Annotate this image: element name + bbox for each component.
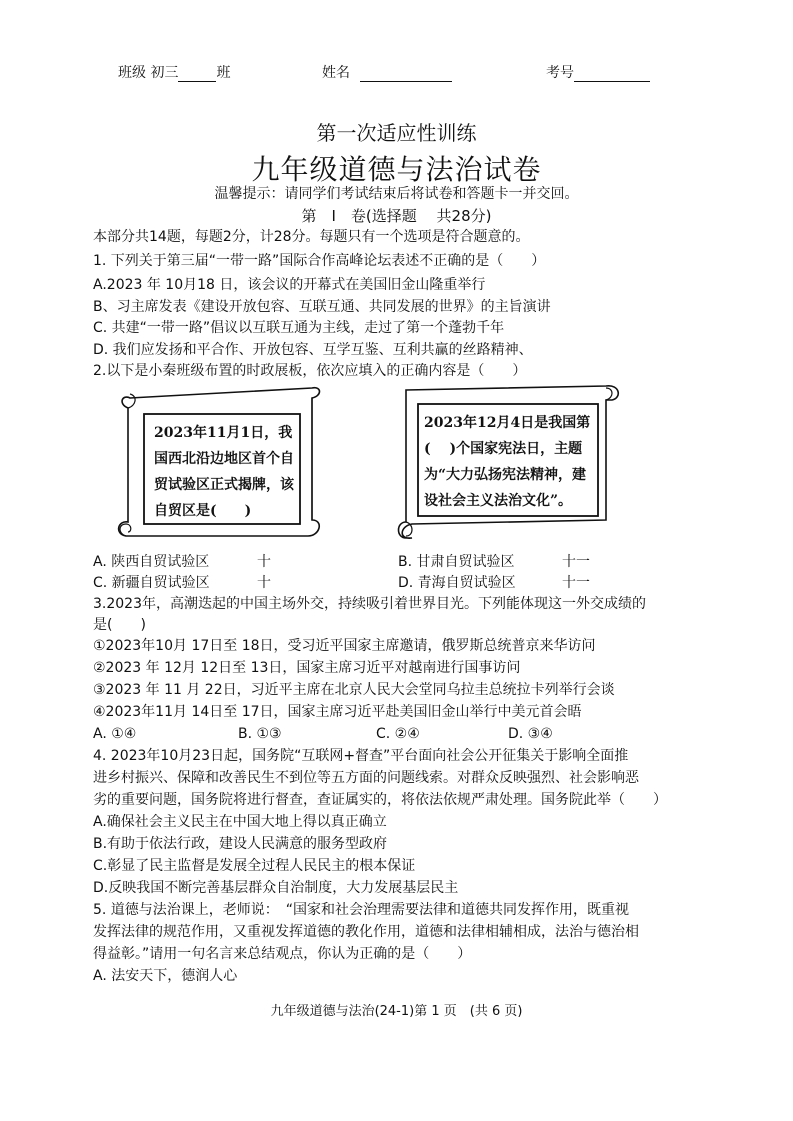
q4-option-b: B.有助于依法行政，建设人民满意的服务型政府 (93, 836, 388, 852)
class-blank[interactable] (178, 67, 216, 82)
class-value: 初三 (150, 65, 179, 81)
name-field (322, 62, 452, 82)
q3-stem-line2: 是( ) (93, 617, 146, 633)
q2-option-a-number: 十 (257, 554, 271, 570)
q3-option-b: B. ①③ (238, 726, 282, 742)
class-field (118, 62, 230, 82)
scroll-board-right (392, 380, 630, 544)
q5-stem-line1: 5. 道德与法治课上，老师说： “国家和社会治理需要法律和道德共同发挥作用，既重视 (93, 902, 630, 918)
q2-option-a-place: A. 陕西自贸试验区 (93, 554, 210, 570)
q2-option-d-number: 十一 (562, 575, 590, 591)
exam-title: 九年级道德与法治试卷 (251, 153, 542, 186)
instructions: 本部分共14题，每题2分，计28分。每题只有一个选项是符合题意的。 (93, 229, 530, 245)
exam-subtitle: 第一次适应性训练 (316, 121, 477, 145)
reminder-tip: 温馨提示：请同学们考试结束后将试卷和答题卡一并交回。 (214, 186, 579, 202)
q2-option-b-place: B. 甘肃自贸试验区 (398, 554, 515, 570)
name-label: 姓名 (322, 65, 350, 81)
section-heading: 第 Ⅰ 卷(选择题 共28分) (301, 207, 492, 225)
q4-stem-line2: 进乡村振兴、保障和改善民生不到位等五方面的问题线索。对群众反映强烈、社会影响恶 (93, 770, 639, 786)
exam-no-field (546, 62, 650, 82)
q2-option-a (93, 551, 271, 571)
q5-option-a: A. 法安天下，德润人心 (93, 968, 238, 984)
board-right-text: 2023年12月4日是我国第( )个国家宪法日，主题为“大力弘扬宪法精神，建设社会主义法治文化”。 (424, 415, 591, 509)
q4-option-a: A.确保社会主义民主在中国大地上得以真正确立 (93, 814, 387, 830)
q3-item-4: ④2023年11月 14日至 17日，国家主席习近平赴美国旧金山举行中美元首会晤 (93, 704, 582, 720)
q3-item-3: ③2023 年 11 月 22日，习近平主席在北京人民大会堂同乌拉圭总统拉卡列举行会谈 (93, 682, 615, 698)
q1-option-a: A.2023 年 10月18 日，该会议的开幕式在美国旧金山隆重举行 (93, 277, 486, 293)
q3-option-a: A. ①④ (93, 726, 137, 742)
q2-option-d (398, 572, 590, 592)
class-label: 班级 (118, 65, 146, 81)
page-footer: 九年级道德与法治(24-1)第 1 页 (共 6 页) (270, 1004, 523, 1019)
q2-option-b-number: 十一 (562, 554, 590, 570)
board-left-text: 2023年11月1日，我国西北沿边地区首个自贸试验区正式揭牌，该自贸区是( ) (154, 425, 294, 519)
q3-item-2: ②2023 年 12月 12日至 13日，国家主席习近平对越南进行国事访问 (93, 660, 521, 676)
q4-stem-line3: 劣的重要问题，国务院将进行督查，查证属实的，将依法依规严肃处理。国务院此举（ ） (93, 792, 667, 808)
q4-stem-line1: 4. 2023年10月23日起，国务院“互联网+督查”平台面向社会公开征集关于影响全面推 (93, 748, 629, 764)
q3-item-1: ①2023年10月 17日至 18日，受习近平国家主席邀请，俄罗斯总统普京来华访问 (93, 638, 596, 654)
name-blank[interactable] (360, 67, 452, 82)
q5-stem-line3: 得益彰。”请用一句名言来总结观点，你认为正确的是（ ） (93, 946, 472, 962)
exam-no-label: 考号 (546, 65, 574, 81)
q1-stem: 1. 下列关于第三届“一带一路”国际合作高峰论坛表述不正确的是（ ） (93, 253, 546, 269)
q2-option-c-number: 十 (257, 575, 271, 591)
q2-option-c-place: C. 新疆自贸试验区 (93, 575, 210, 591)
q5-stem-line2: 发挥法律的规范作用，又重视发挥道德的教化作用，道德和法律相辅相成，法治与德治相 (93, 924, 639, 940)
q1-option-d: D. 我们应发扬和平合作、开放包容、互学互鉴、互利共赢的丝路精神、 (93, 342, 533, 358)
q2-stem: 2.以下是小秦班级布置的时政展板，依次应填入的正确内容是（ ） (93, 363, 527, 379)
scroll-board-left (108, 382, 340, 542)
exam-no-blank[interactable] (574, 67, 650, 82)
class-suffix: 班 (216, 65, 231, 81)
q3-option-c: C. ②④ (376, 726, 420, 742)
q2-option-c (93, 572, 271, 592)
q4-option-c: C.彰显了民主监督是发展全过程人民民主的根本保证 (93, 858, 416, 874)
q1-option-c: C. 共建“一带一路”倡议以互联互通为主线，走过了第一个蓬勃千年 (93, 320, 505, 336)
q1-option-b: B、习主席发表《建设开放包容、互联互通、共同发展的世界》的主旨演讲 (93, 299, 551, 315)
q3-option-d: D. ③④ (508, 726, 553, 742)
q2-option-b (398, 551, 590, 571)
q2-option-d-place: D. 青海自贸试验区 (398, 575, 516, 591)
q4-option-d: D.反映我国不断完善基层群众自治制度，大力发展基层民主 (93, 880, 459, 896)
q3-stem-line1: 3.2023年，高潮迭起的中国主场外交，持续吸引着世界目光。下列能体现这一外交成绩的 (93, 596, 646, 612)
